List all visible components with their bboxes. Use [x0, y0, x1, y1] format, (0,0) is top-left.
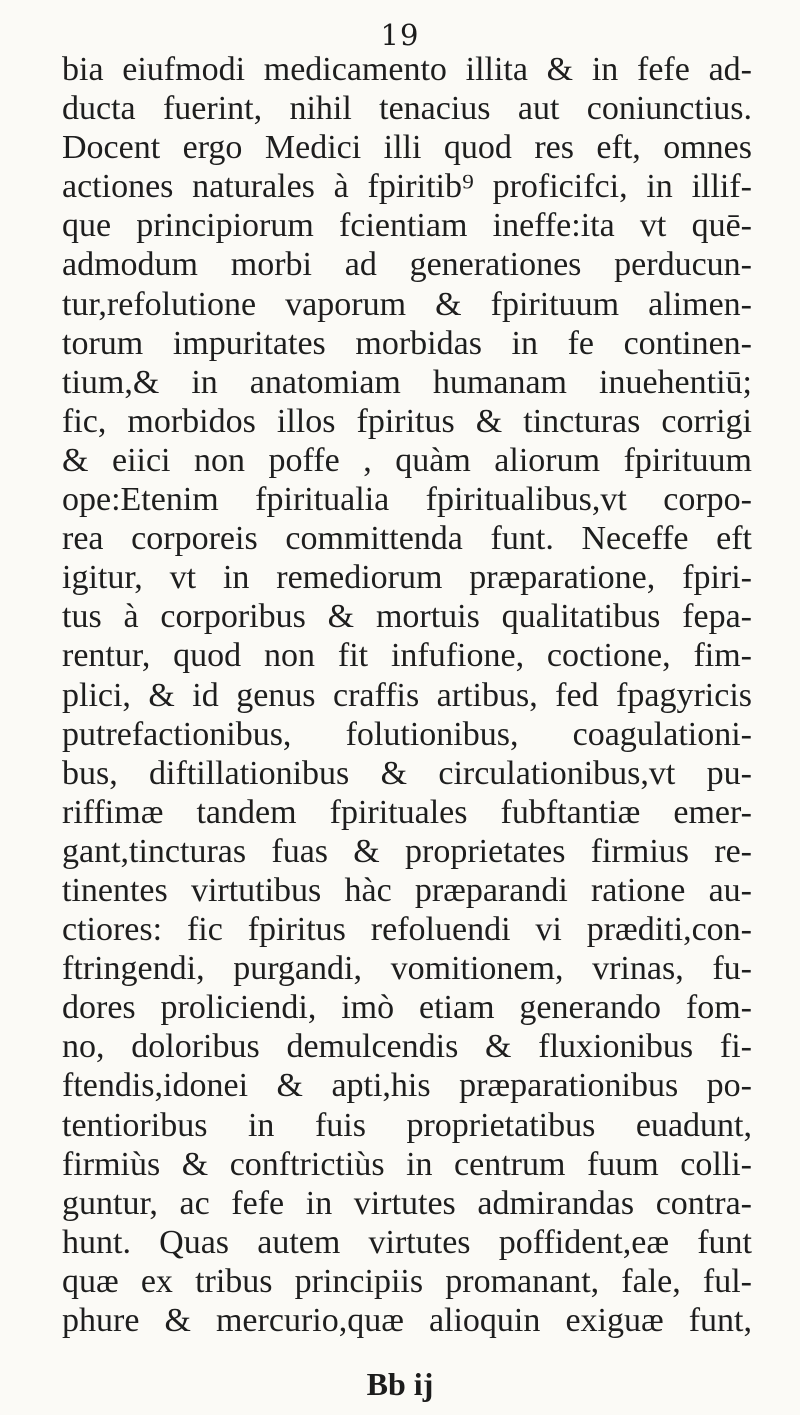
text-line: ope:Etenim fpiritualia fpiritualibus,vt corpo-	[62, 481, 752, 519]
text-line: tentioribus in fuis proprietatibus euadunt,	[62, 1106, 752, 1144]
text-line: tur,refolutione vaporum & fpirituum alimen-	[62, 285, 752, 323]
text-line: igitur, vt in remediorum præparatione, fpiri-	[62, 559, 752, 597]
text-line: hunt. Quas autem virtutes poffident,eæ funt	[62, 1223, 752, 1261]
text-line: plici, & id genus craffis artibus, fed fpagyricis	[62, 676, 752, 714]
text-line: ducta fuerint, nihil tenacius aut coniunctius.	[62, 90, 752, 128]
text-line: fic, morbidos illos fpiritus & tincturas corrigi	[62, 402, 752, 440]
text-line: firmiùs & conftrictiùs in centrum fuum colli-	[62, 1145, 752, 1183]
text-line: guntur, ac fefe in virtutes admirandas contra-	[62, 1184, 752, 1222]
text-line: admodum morbi ad generationes perducun-	[62, 246, 752, 284]
text-line: quæ ex tribus principiis promanant, fale, ful-	[62, 1262, 752, 1300]
text-line: rea corporeis committenda funt. Neceffe eft	[62, 520, 752, 558]
text-line: dores proliciendi, imò etiam generando fom-	[62, 989, 752, 1027]
text-line: Docent ergo Medici illi quod res eft, omnes	[62, 129, 752, 167]
text-line: & eiici non poffe , quàm aliorum fpirituum	[62, 441, 752, 479]
text-line: actiones naturales à fpiritib⁹ proficifci, in illif-	[62, 168, 752, 206]
text-line: torum impuritates morbidas in fe continen-	[62, 324, 752, 362]
page-number: 19	[380, 18, 420, 52]
signature-mark: Bb ij	[366, 1366, 434, 1402]
text-line: tus à corporibus & mortuis qualitatibus fepa-	[62, 598, 752, 636]
text-line: gant,tincturas fuas & proprietates firmius re-	[62, 832, 752, 870]
text-line: no, doloribus demulcendis & fluxionibus fi-	[62, 1028, 752, 1066]
text-line: phure & mercurio,quæ alioquin exiguæ funt,	[62, 1302, 752, 1339]
latin-body-text	[62, 50, 752, 1340]
text-line: ftringendi, purgandi, vomitionem, vrinas, fu-	[62, 950, 752, 988]
text-line: putrefactionibus, folutionibus, coagulationi-	[62, 715, 752, 753]
text-line: ctiores: fic fpiritus refoluendi vi præditi,con-	[62, 911, 752, 949]
text-line: que principiorum fcientiam ineffe:ita vt quē-	[62, 207, 752, 245]
text-line: bia eiufmodi medicamento illita & in fefe ad-	[62, 51, 752, 88]
text-line: bus, diftillationibus & circulationibus,vt pu-	[62, 754, 752, 792]
text-line: tinentes virtutibus hàc præparandi ratione au-	[62, 871, 752, 909]
text-line: rentur, quod non fit infufione, coctione, fim-	[62, 637, 752, 675]
text-line: riffimæ tandem fpirituales fubftantiæ emer-	[62, 793, 752, 831]
text-line: tium,& in anatomiam humanam inuehentiū;	[62, 363, 752, 401]
text-line: ftendis,idonei & apti,his præparationibus po-	[62, 1067, 752, 1105]
